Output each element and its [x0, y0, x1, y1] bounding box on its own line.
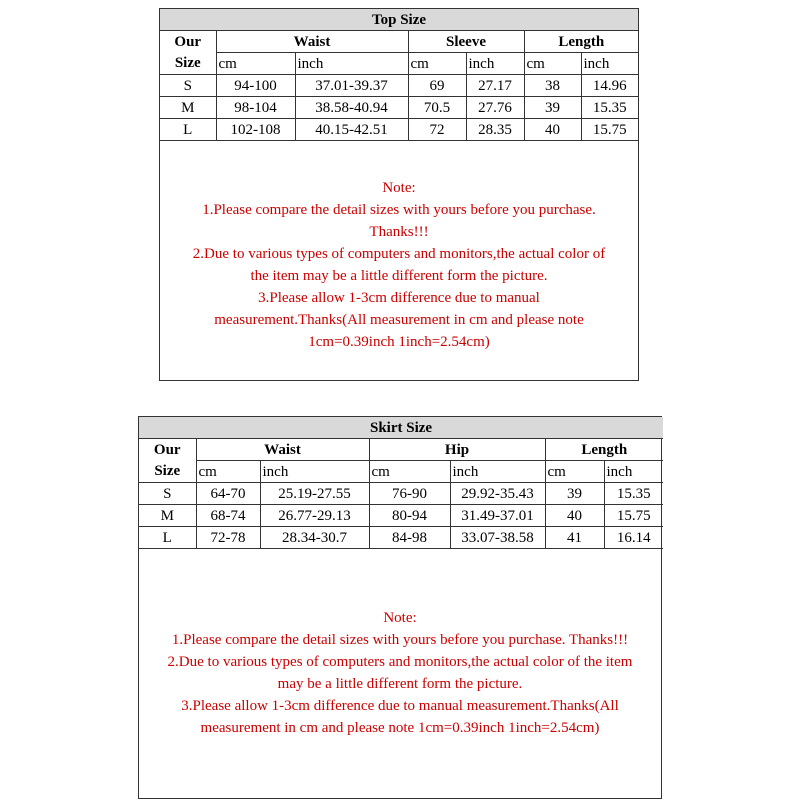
value-cell: 27.76 [466, 97, 524, 119]
size-cell: S [139, 483, 196, 505]
length-header: Length [545, 439, 663, 461]
value-cell: 76-90 [369, 483, 450, 505]
value-cell: 38.58-40.94 [295, 97, 408, 119]
value-cell: 39 [524, 97, 581, 119]
table-row [139, 527, 663, 549]
skirt-size-note [139, 607, 661, 739]
value-cell: 69 [408, 75, 466, 97]
skirt-size-table [139, 417, 663, 549]
value-cell: 70.5 [408, 97, 466, 119]
skirt-size-title: Skirt Size [139, 417, 663, 439]
hip-header: Hip [369, 439, 545, 461]
waist-header: Waist [216, 31, 408, 53]
value-cell: 41 [545, 527, 604, 549]
size-header: Size [139, 461, 196, 483]
size-cell: L [139, 527, 196, 549]
sleeve-header: Sleeve [408, 31, 524, 53]
unit-cell: cm [216, 53, 295, 75]
unit-cell: inch [581, 53, 638, 75]
value-cell: 64-70 [196, 483, 260, 505]
value-cell: 14.96 [581, 75, 638, 97]
value-cell: 15.75 [581, 119, 638, 141]
value-cell: 38 [524, 75, 581, 97]
size-header: Our [160, 31, 216, 53]
unit-cell: inch [260, 461, 369, 483]
note-line: Note: [382, 180, 416, 196]
top-size-table [160, 9, 638, 141]
value-cell: 40.15-42.51 [295, 119, 408, 141]
unit-cell: cm [196, 461, 260, 483]
table-row [139, 505, 663, 527]
unit-cell: cm [369, 461, 450, 483]
table-row [160, 97, 638, 119]
size-cell: M [160, 97, 216, 119]
top-size-chart [159, 8, 639, 381]
note-line: 2.Due to various types of computers and monitors,the actual color of the item [167, 654, 633, 670]
waist-header: Waist [196, 439, 369, 461]
size-cell: M [139, 505, 196, 527]
value-cell: 15.35 [604, 483, 663, 505]
size-header: Size [160, 53, 216, 75]
size-header: Our [139, 439, 196, 461]
value-cell: 72 [408, 119, 466, 141]
value-cell: 33.07-38.58 [450, 527, 545, 549]
value-cell: 15.75 [604, 505, 663, 527]
unit-cell: cm [524, 53, 581, 75]
top-size-note [160, 177, 638, 353]
value-cell: 29.92-35.43 [450, 483, 545, 505]
value-cell: 80-94 [369, 505, 450, 527]
value-cell: 72-78 [196, 527, 260, 549]
value-cell: 27.17 [466, 75, 524, 97]
note-line: 2.Due to various types of computers and monitors,the actual color of [192, 246, 606, 262]
value-cell: 39 [545, 483, 604, 505]
note-line: 1.Please compare the detail sizes with yours before you purchase. Thanks!!! [171, 632, 629, 648]
value-cell: 40 [545, 505, 604, 527]
value-cell: 68-74 [196, 505, 260, 527]
unit-cell: cm [408, 53, 466, 75]
value-cell: 98-104 [216, 97, 295, 119]
note-line: may be a little different form the picture. [277, 676, 523, 692]
table-row [160, 119, 638, 141]
size-cell: S [160, 75, 216, 97]
value-cell: 28.34-30.7 [260, 527, 369, 549]
value-cell: 26.77-29.13 [260, 505, 369, 527]
note-line: 3.Please allow 1-3cm difference due to manual [258, 290, 540, 306]
table-row [160, 75, 638, 97]
note-line: Thanks!!! [369, 224, 429, 240]
note-line: measurement.Thanks(All measurement in cm and please note [214, 312, 584, 328]
value-cell: 37.01-39.37 [295, 75, 408, 97]
note-line: 1cm=0.39inch 1inch=2.54cm) [308, 334, 490, 350]
note-line: measurement in cm and please note 1cm=0.39inch 1inch=2.54cm) [200, 720, 600, 736]
note-line: the item may be a little different form the picture. [250, 268, 548, 284]
value-cell: 94-100 [216, 75, 295, 97]
unit-cell: cm [545, 461, 604, 483]
value-cell: 16.14 [604, 527, 663, 549]
value-cell: 40 [524, 119, 581, 141]
unit-cell: inch [466, 53, 524, 75]
unit-cell: inch [604, 461, 663, 483]
skirt-size-chart [138, 416, 662, 799]
value-cell: 15.35 [581, 97, 638, 119]
note-line: Note: [383, 610, 417, 626]
length-header: Length [524, 31, 638, 53]
value-cell: 28.35 [466, 119, 524, 141]
size-cell: L [160, 119, 216, 141]
unit-cell: inch [450, 461, 545, 483]
note-line: 1.Please compare the detail sizes with yours before you purchase. [202, 202, 596, 218]
value-cell: 102-108 [216, 119, 295, 141]
table-row [139, 483, 663, 505]
unit-cell: inch [295, 53, 408, 75]
top-size-title: Top Size [160, 9, 638, 31]
note-line: 3.Please allow 1-3cm difference due to manual measurement.Thanks(All [181, 698, 619, 714]
value-cell: 25.19-27.55 [260, 483, 369, 505]
value-cell: 84-98 [369, 527, 450, 549]
value-cell: 31.49-37.01 [450, 505, 545, 527]
